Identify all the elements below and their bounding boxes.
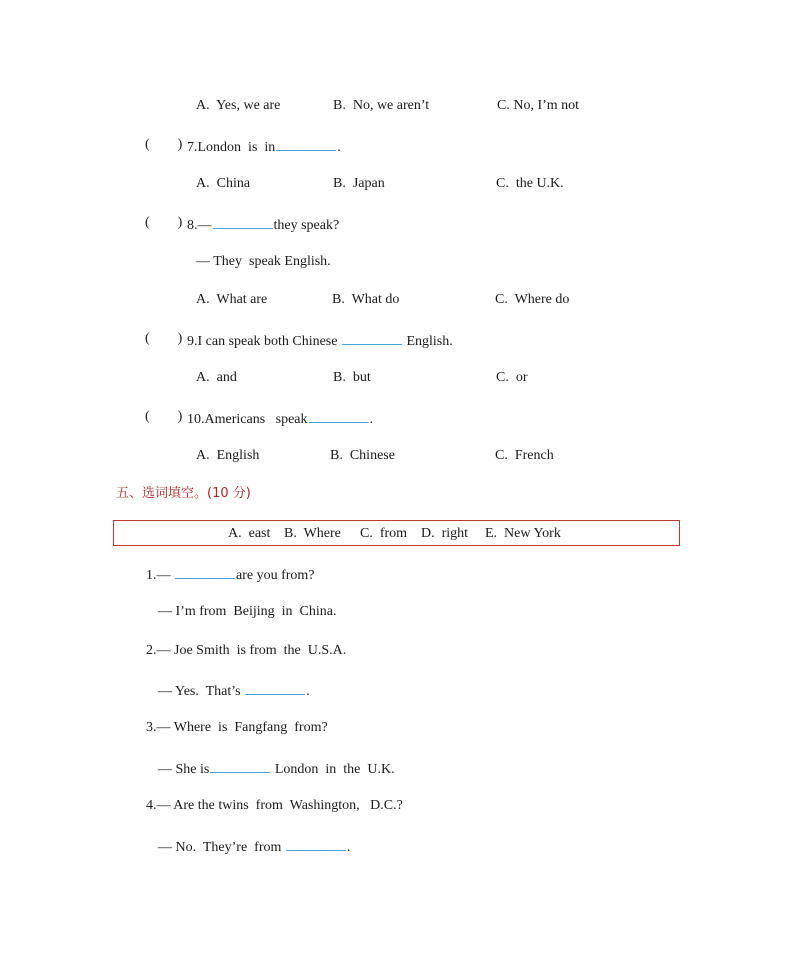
fill-q3-answer-before: — She is <box>158 762 210 777</box>
fill-q4-blank[interactable] <box>286 836 346 851</box>
q10-blank[interactable] <box>309 408 369 423</box>
q9-stem <box>187 330 453 351</box>
q8-option-b: B. What do <box>332 292 400 307</box>
word-bank-item: E. New York <box>485 526 561 541</box>
q9-blank[interactable] <box>342 330 402 345</box>
q7-stem <box>187 136 341 157</box>
q7-option-c: C. the U.K. <box>496 176 564 191</box>
fill-q1-blank[interactable] <box>175 564 235 579</box>
q8-stem <box>187 214 339 235</box>
word-bank-item: D. right <box>421 526 469 541</box>
q9-option-c: C. or <box>496 370 528 385</box>
q9-stem-after: English. <box>406 334 453 349</box>
q8-blank[interactable] <box>213 214 273 229</box>
q10-stem <box>187 408 373 429</box>
fill-q2-answer-before: — Yes. That’s <box>158 684 241 699</box>
q9-option-b: B. but <box>333 370 371 385</box>
q8-answer-line: — They speak English. <box>196 254 331 269</box>
fill-q1-before: 1.— <box>146 568 171 583</box>
q6-option-c: C. No, I’m not <box>497 98 580 113</box>
q8-stem-after: they speak? <box>273 218 340 233</box>
q7-answer-paren[interactable]: ( ) <box>145 137 183 152</box>
q9-option-a: A. and <box>196 370 237 385</box>
q7-stem-after: . <box>337 140 341 155</box>
fill-q4-answer-before: — No. They’re from <box>158 840 282 855</box>
fill-q3-answer-after: London in the U.K. <box>274 762 395 777</box>
fill-q4-answer-after: . <box>346 840 351 855</box>
q10-stem-before: 10.Americans speak <box>187 412 308 427</box>
q8-option-a: A. What are <box>196 292 268 307</box>
section-five-title: 五、选词填空。(10 分) <box>116 486 251 501</box>
q9-stem-before: 9.I can speak both Chinese <box>187 334 338 349</box>
fill-q3-answer <box>158 758 395 779</box>
fill-q1 <box>146 564 315 585</box>
q10-option-a: A. English <box>196 448 260 463</box>
q7-option-a: A. China <box>196 176 251 191</box>
q7-stem-before: 7.London is in <box>187 140 276 155</box>
q9-answer-paren[interactable]: ( ) <box>145 331 183 346</box>
fill-q4: 4.— Are the twins from Washington, D.C.? <box>146 798 403 813</box>
q8-answer-paren[interactable]: ( ) <box>145 215 183 230</box>
fill-q2-answer-after: . <box>306 684 310 699</box>
q6-option-a: A. Yes, we are <box>196 98 281 113</box>
q7-blank[interactable] <box>276 136 336 151</box>
q7-option-b: B. Japan <box>333 176 385 191</box>
q10-stem-after: . <box>369 412 374 427</box>
q10-option-b: B. Chinese <box>330 448 395 463</box>
word-bank-item: C. from <box>360 526 408 541</box>
word-bank-box <box>113 520 680 546</box>
q8-stem-before: 8.— <box>187 218 212 233</box>
q6-option-b: B. No, we aren’t <box>333 98 430 113</box>
fill-q4-answer <box>158 836 350 857</box>
word-bank-item: A. east <box>228 526 271 541</box>
q8-option-c: C. Where do <box>495 292 570 307</box>
fill-q2-blank[interactable] <box>245 680 305 695</box>
fill-q3: 3.— Where is Fangfang from? <box>146 720 328 735</box>
q10-option-c: C. French <box>495 448 554 463</box>
word-bank-item: B. Where <box>284 526 341 541</box>
q10-answer-paren[interactable]: ( ) <box>145 409 183 424</box>
fill-q2-answer <box>158 680 310 701</box>
fill-q2: 2.— Joe Smith is from the U.S.A. <box>146 643 347 658</box>
fill-q1-answer: — I’m from Beijing in China. <box>158 604 337 619</box>
fill-q3-blank[interactable] <box>210 758 270 773</box>
fill-q1-after: are you from? <box>236 568 315 583</box>
